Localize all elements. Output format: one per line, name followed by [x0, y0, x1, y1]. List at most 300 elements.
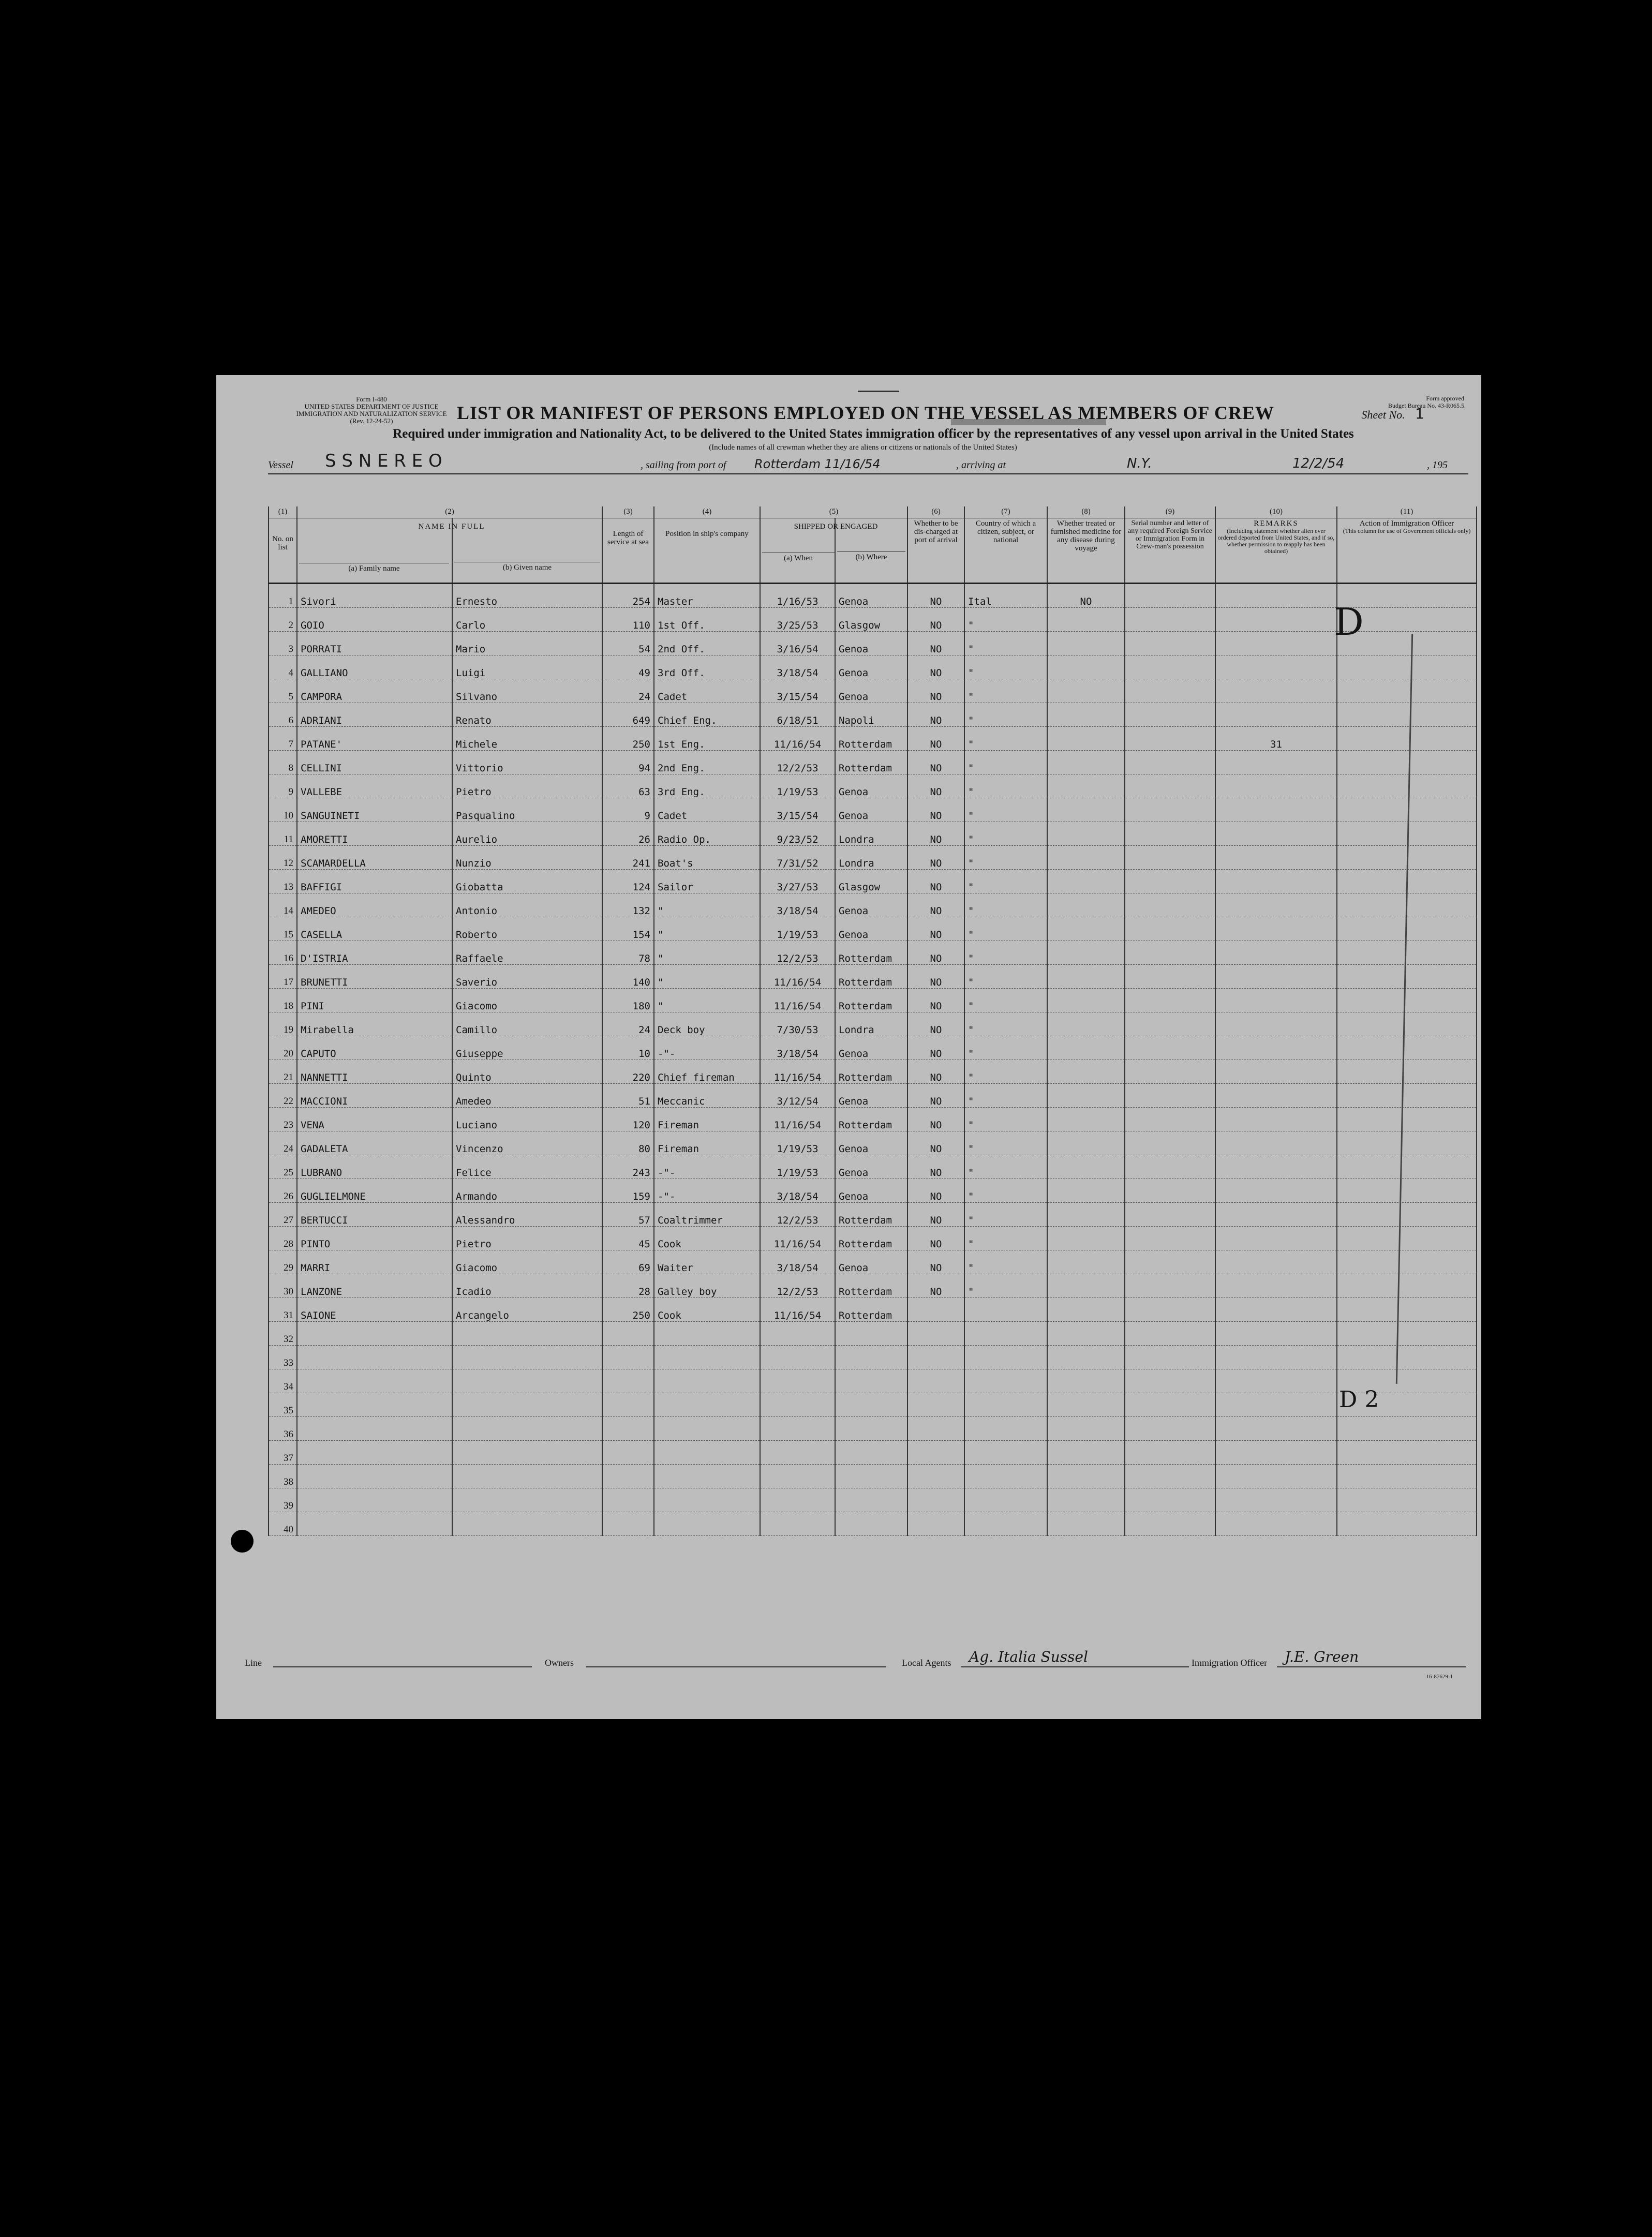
column-number: (11) [1337, 506, 1477, 518]
action-cell [1337, 1108, 1477, 1131]
shipped-when-cell [760, 1369, 835, 1393]
remarks-cell [1215, 1250, 1337, 1274]
punch-hole [231, 1530, 254, 1553]
table-row [269, 846, 1477, 870]
discharged-cell: NO [907, 679, 964, 703]
table-row [269, 989, 1477, 1012]
action-cell [1337, 1155, 1477, 1179]
shipped-where-cell: Genoa [835, 679, 907, 703]
row-number-cell: 19 [269, 1012, 297, 1036]
remarks-cell [1215, 1393, 1337, 1417]
treated-cell [1047, 1346, 1125, 1369]
table-row [269, 1131, 1477, 1155]
action-cell [1337, 1203, 1477, 1227]
length-of-service-cell: 54 [602, 632, 654, 655]
shipped-when-cell: 1/19/53 [760, 917, 835, 941]
action-cell [1337, 751, 1477, 774]
row-number-cell: 8 [269, 751, 297, 774]
family-name-cell: CAPUTO [297, 1036, 452, 1060]
shipped-where-cell: Genoa [835, 632, 907, 655]
serial-cell [1125, 798, 1215, 822]
table-row [269, 727, 1477, 751]
length-of-service-cell: 78 [602, 941, 654, 965]
row-number-cell: 13 [269, 870, 297, 893]
footer-officer-rule [1277, 1666, 1466, 1667]
remarks-cell [1215, 822, 1337, 846]
family-name-cell: GALLIANO [297, 655, 452, 679]
treated-cell [1047, 917, 1125, 941]
row-number-cell: 35 [269, 1393, 297, 1417]
treated-cell [1047, 1274, 1125, 1298]
country-cell: " [964, 1250, 1047, 1274]
shipped-when-cell: 12/2/53 [760, 751, 835, 774]
country-cell: " [964, 1274, 1047, 1298]
treated-cell [1047, 1155, 1125, 1179]
remarks-cell [1215, 989, 1337, 1012]
serial-cell [1125, 1441, 1215, 1465]
shipped-when-cell: 3/16/54 [760, 632, 835, 655]
discharged-cell: NO [907, 941, 964, 965]
serial-cell [1125, 1131, 1215, 1155]
row-number-cell: 22 [269, 1084, 297, 1108]
shipped-when-cell [760, 1488, 835, 1512]
given-name-cell: Vittorio [452, 751, 602, 774]
remarks-cell [1215, 1060, 1337, 1084]
remarks-cell [1215, 1108, 1337, 1131]
treated-cell [1047, 1131, 1125, 1155]
position-cell: Meccanic [654, 1084, 760, 1108]
position-cell: 2nd Off. [654, 632, 760, 655]
discharged-cell: NO [907, 870, 964, 893]
table-row [269, 1227, 1477, 1250]
row-number-cell: 25 [269, 1155, 297, 1179]
given-name-cell: Renato [452, 703, 602, 727]
family-name-header: (a) Family name [299, 563, 449, 573]
position-cell: Cook [654, 1298, 760, 1322]
given-name-cell: Arcangelo [452, 1298, 602, 1322]
family-name-cell: PORRATI [297, 632, 452, 655]
treated-cell [1047, 1250, 1125, 1274]
family-name-cell [297, 1488, 452, 1512]
shipped-when-cell: 11/16/54 [760, 989, 835, 1012]
shipped-where-cell [835, 1488, 907, 1512]
given-name-cell: Luigi [452, 655, 602, 679]
discharged-cell [907, 1393, 964, 1417]
serial-cell [1125, 584, 1215, 608]
country-cell: " [964, 989, 1047, 1012]
country-cell: " [964, 1060, 1047, 1084]
length-of-service-cell: 9 [602, 798, 654, 822]
table-row [269, 1488, 1477, 1512]
given-name-cell: Nunzio [452, 846, 602, 870]
position-cell: 1st Off. [654, 608, 760, 632]
shipped-where-cell: Rotterdam [835, 989, 907, 1012]
table-row [269, 1465, 1477, 1488]
family-name-cell: BAFFIGI [297, 870, 452, 893]
position-cell: 2nd Eng. [654, 751, 760, 774]
discharged-cell: NO [907, 1131, 964, 1155]
length-of-service-cell: 180 [602, 989, 654, 1012]
table-row [269, 751, 1477, 774]
discharged-cell [907, 1346, 964, 1369]
approval-text: Form approved. [1426, 395, 1466, 402]
length-of-service-cell [602, 1393, 654, 1417]
position-cell: Deck boy [654, 1012, 760, 1036]
no-header-label: No. on list [272, 535, 293, 551]
position-cell [654, 1465, 760, 1488]
serial-cell [1125, 1298, 1215, 1322]
discharged-cell [907, 1465, 964, 1488]
length-header [602, 518, 654, 584]
treated-cell [1047, 751, 1125, 774]
action-cell [1337, 655, 1477, 679]
action-cell [1337, 727, 1477, 751]
treated-cell [1047, 632, 1125, 655]
action-cell [1337, 1298, 1477, 1322]
country-cell: " [964, 1203, 1047, 1227]
length-of-service-cell: 140 [602, 965, 654, 989]
discharged-cell: NO [907, 798, 964, 822]
family-name-cell: AMORETTI [297, 822, 452, 846]
subtitle: Required under immigration and Nationality Act, to be delivered to the United States immigration officer by the representatives of any vessel upon arrival in the United States [393, 427, 1354, 441]
given-name-cell: Michele [452, 727, 602, 751]
treated-cell [1047, 1179, 1125, 1203]
shipped-when-cell: 11/16/54 [760, 1108, 835, 1131]
serial-cell [1125, 632, 1215, 655]
position-cell: Waiter [654, 1250, 760, 1274]
manifest-sheet [216, 375, 1481, 1719]
crew-rows [269, 584, 1477, 1536]
position-cell [654, 1417, 760, 1441]
remarks-cell [1215, 1203, 1337, 1227]
column-number-row [269, 506, 1477, 518]
given-name-cell: Alessandro [452, 1203, 602, 1227]
action-cell [1337, 1488, 1477, 1512]
position-cell: " [654, 917, 760, 941]
position-cell: Chief Eng. [654, 703, 760, 727]
row-number-cell: 12 [269, 846, 297, 870]
shipped-when-cell [760, 1393, 835, 1417]
given-name-cell: Saverio [452, 965, 602, 989]
shipped-where-cell: Rotterdam [835, 1060, 907, 1084]
family-name-cell: GUGLIELMONE [297, 1179, 452, 1203]
length-of-service-cell: 241 [602, 846, 654, 870]
arriving-value: N.Y. [1127, 456, 1152, 471]
given-name-cell [452, 1322, 602, 1346]
length-of-service-cell: 49 [602, 655, 654, 679]
country-cell: " [964, 632, 1047, 655]
serial-cell [1125, 1084, 1215, 1108]
country-cell: " [964, 1179, 1047, 1203]
form-identification [278, 396, 465, 425]
country-cell: Ital [964, 584, 1047, 608]
treated-cell [1047, 1108, 1125, 1131]
position-cell [654, 1346, 760, 1369]
shipped-where-cell [835, 1441, 907, 1465]
family-header [297, 518, 485, 584]
action-cell [1337, 703, 1477, 727]
row-number-cell: 7 [269, 727, 297, 751]
discharged-cell: NO [907, 965, 964, 989]
table-row [269, 822, 1477, 846]
no-header [269, 518, 297, 584]
discharged-cell: NO [907, 917, 964, 941]
position-cell: Galley boy [654, 1274, 760, 1298]
remarks-cell [1215, 1369, 1337, 1393]
action-cell [1337, 798, 1477, 822]
shipped-where-cell [835, 1393, 907, 1417]
table-row [269, 941, 1477, 965]
serial-cell [1125, 1203, 1215, 1227]
family-name-cell: D'ISTRIA [297, 941, 452, 965]
treated-cell [1047, 1393, 1125, 1417]
position-cell: Cook [654, 1227, 760, 1250]
treated-header-label: Whether treated or furnished medicine for any disease during voyage [1050, 519, 1122, 553]
discharged-cell: NO [907, 608, 964, 632]
given-name-cell: Pietro [452, 1227, 602, 1250]
serial-cell [1125, 655, 1215, 679]
given-name-cell [452, 1512, 602, 1536]
family-name-cell: MACCIONI [297, 1084, 452, 1108]
remarks-cell [1215, 1084, 1337, 1108]
action-header [1337, 518, 1477, 584]
vessel-value: S S N E R E O [325, 451, 442, 471]
table-row [269, 1346, 1477, 1369]
shipped-where-cell [835, 1417, 907, 1441]
table-row [269, 608, 1477, 632]
country-cell: " [964, 941, 1047, 965]
given-name-cell: Amedeo [452, 1084, 602, 1108]
given-name-cell: Armando [452, 1179, 602, 1203]
shipped-when-cell: 3/15/54 [760, 679, 835, 703]
family-name-cell [297, 1465, 452, 1488]
length-of-service-cell: 10 [602, 1036, 654, 1060]
shipped-where-cell: Rotterdam [835, 1203, 907, 1227]
shipped-where-cell: Londra [835, 846, 907, 870]
remarks-cell [1215, 751, 1337, 774]
shipped-when-cell: 11/16/54 [760, 1060, 835, 1084]
country-cell: " [964, 822, 1047, 846]
length-of-service-cell: 120 [602, 1108, 654, 1131]
table-row [269, 655, 1477, 679]
table-row [269, 703, 1477, 727]
position-cell: Boat's [654, 846, 760, 870]
position-cell: " [654, 893, 760, 917]
position-cell: Fireman [654, 1108, 760, 1131]
action-cell [1337, 1512, 1477, 1536]
action-header-note: (This column for use of Government officials only) [1343, 527, 1471, 534]
remarks-cell [1215, 1155, 1337, 1179]
row-number-cell: 39 [269, 1488, 297, 1512]
discharged-cell: NO [907, 584, 964, 608]
length-of-service-cell: 26 [602, 822, 654, 846]
family-name-cell [297, 1393, 452, 1417]
action-cell [1337, 941, 1477, 965]
country-cell [964, 1298, 1047, 1322]
position-cell: -"- [654, 1036, 760, 1060]
length-of-service-cell: 124 [602, 870, 654, 893]
treated-cell [1047, 1084, 1125, 1108]
given-name-cell: Camillo [452, 1012, 602, 1036]
remarks-cell [1215, 774, 1337, 798]
action-cell [1337, 1441, 1477, 1465]
given-name-cell [452, 1369, 602, 1393]
row-number-cell: 23 [269, 1108, 297, 1131]
treated-header [1047, 518, 1125, 584]
family-name-cell [297, 1512, 452, 1536]
shipped-where-cell: Londra [835, 1012, 907, 1036]
remarks-cell [1215, 1512, 1337, 1536]
country-cell: " [964, 1108, 1047, 1131]
table-row [269, 1322, 1477, 1346]
position-cell: 3rd Off. [654, 655, 760, 679]
given-name-cell [452, 1393, 602, 1417]
discharged-cell [907, 1369, 964, 1393]
remarks-cell [1215, 893, 1337, 917]
given-name-cell: Roberto [452, 917, 602, 941]
shipped-where-cell: Genoa [835, 584, 907, 608]
footer-agents-rule [961, 1666, 1189, 1667]
shipped-when-cell: 12/2/53 [760, 941, 835, 965]
top-mark [858, 391, 899, 392]
column-number: (9) [1125, 506, 1215, 518]
serial-cell [1125, 917, 1215, 941]
row-number-cell: 26 [269, 1179, 297, 1203]
shipped-when-cell: 1/19/53 [760, 1155, 835, 1179]
action-cell [1337, 1322, 1477, 1346]
remarks-cell [1215, 584, 1337, 608]
given-name-cell: Mario [452, 632, 602, 655]
row-number-cell: 29 [269, 1250, 297, 1274]
shipped-when-cell: 12/2/53 [760, 1274, 835, 1298]
position-cell [654, 1322, 760, 1346]
remarks-cell [1215, 703, 1337, 727]
sailing-label: , sailing from port of [641, 459, 726, 471]
discharged-cell: NO [907, 1108, 964, 1131]
action-mark-top: D [1334, 600, 1364, 644]
shipped-when-cell [760, 1512, 835, 1536]
position-cell: -"- [654, 1179, 760, 1203]
length-of-service-cell [602, 1512, 654, 1536]
serial-cell [1125, 1179, 1215, 1203]
given-name-cell: Aurelio [452, 822, 602, 846]
footer-line-rule [273, 1666, 532, 1667]
given-name-cell: Giuseppe [452, 1036, 602, 1060]
shipped-where-cell: Genoa [835, 1155, 907, 1179]
treated-cell [1047, 1203, 1125, 1227]
length-of-service-cell [602, 1346, 654, 1369]
country-cell [964, 1346, 1047, 1369]
table-row [269, 1084, 1477, 1108]
remarks-cell [1215, 1298, 1337, 1322]
table-row [269, 1060, 1477, 1084]
family-name-cell: LUBRANO [297, 1155, 452, 1179]
family-name-cell: VALLEBE [297, 774, 452, 798]
table-row [269, 1298, 1477, 1322]
treated-cell [1047, 1322, 1125, 1346]
length-of-service-cell: 57 [602, 1203, 654, 1227]
row-number-cell: 21 [269, 1060, 297, 1084]
shipped-where-cell: Rotterdam [835, 1227, 907, 1250]
shipped-where-cell [835, 1322, 907, 1346]
country-cell: " [964, 917, 1047, 941]
shipped-when-cell: 7/30/53 [760, 1012, 835, 1036]
row-number-cell: 20 [269, 1036, 297, 1060]
serial-cell [1125, 846, 1215, 870]
position-cell: Sailor [654, 870, 760, 893]
length-of-service-cell: 45 [602, 1227, 654, 1250]
remarks-cell [1215, 1465, 1337, 1488]
table-row [269, 1155, 1477, 1179]
given-name-cell: Felice [452, 1155, 602, 1179]
shipped-when-cell [760, 1346, 835, 1369]
treated-cell [1047, 1417, 1125, 1441]
length-of-service-cell [602, 1322, 654, 1346]
serial-cell [1125, 1155, 1215, 1179]
country-cell: " [964, 1227, 1047, 1250]
action-cell [1337, 1250, 1477, 1274]
shipped-when-cell: 3/18/54 [760, 1179, 835, 1203]
treated-cell [1047, 1060, 1125, 1084]
row-number-cell: 14 [269, 893, 297, 917]
shipped-when-cell: 11/16/54 [760, 1227, 835, 1250]
serial-cell [1125, 1346, 1215, 1369]
shipped-when-cell: 3/15/54 [760, 798, 835, 822]
shipped-where-cell: Genoa [835, 798, 907, 822]
action-cell [1337, 1036, 1477, 1060]
family-name-cell: NANNETTI [297, 1060, 452, 1084]
budget-number: Budget Bureau No. 43-R065.5. [1388, 402, 1466, 409]
serial-cell [1125, 1488, 1215, 1512]
discharged-cell [907, 1298, 964, 1322]
shipped-where-cell: Genoa [835, 1179, 907, 1203]
treated-cell [1047, 727, 1125, 751]
remarks-cell [1215, 1227, 1337, 1250]
shipped-when-cell: 1/19/53 [760, 1131, 835, 1155]
serial-cell [1125, 774, 1215, 798]
shipped-where-cell: Rotterdam [835, 1108, 907, 1131]
vessel-line [268, 453, 1468, 474]
crew-table [268, 506, 1477, 1536]
country-cell: " [964, 1131, 1047, 1155]
position-cell: 1st Eng. [654, 727, 760, 751]
serial-cell [1125, 822, 1215, 846]
position-cell [654, 1488, 760, 1512]
remarks-cell [1215, 655, 1337, 679]
serial-header-label: Serial number and letter of any required Foreign Service or Immigration Form in Crew-man's possession [1128, 519, 1212, 550]
shipped-when-cell: 11/16/54 [760, 1298, 835, 1322]
discharged-cell [907, 1417, 964, 1441]
discharged-cell: NO [907, 1155, 964, 1179]
family-name-cell [297, 1322, 452, 1346]
remarks-cell [1215, 1441, 1337, 1465]
action-cell [1337, 1274, 1477, 1298]
discharged-cell: NO [907, 1250, 964, 1274]
table-row [269, 1369, 1477, 1393]
length-of-service-cell: 220 [602, 1060, 654, 1084]
length-of-service-cell [602, 1488, 654, 1512]
family-name-cell: SCAMARDELLA [297, 846, 452, 870]
family-name-cell: GOIO [297, 608, 452, 632]
given-name-cell [452, 1346, 602, 1369]
shipped-where-cell: Rotterdam [835, 751, 907, 774]
country-cell [964, 1512, 1047, 1536]
serial-cell [1125, 679, 1215, 703]
shipped-where-cell: Genoa [835, 1131, 907, 1155]
row-number-cell: 15 [269, 917, 297, 941]
position-cell [654, 1369, 760, 1393]
table-row [269, 1393, 1477, 1417]
